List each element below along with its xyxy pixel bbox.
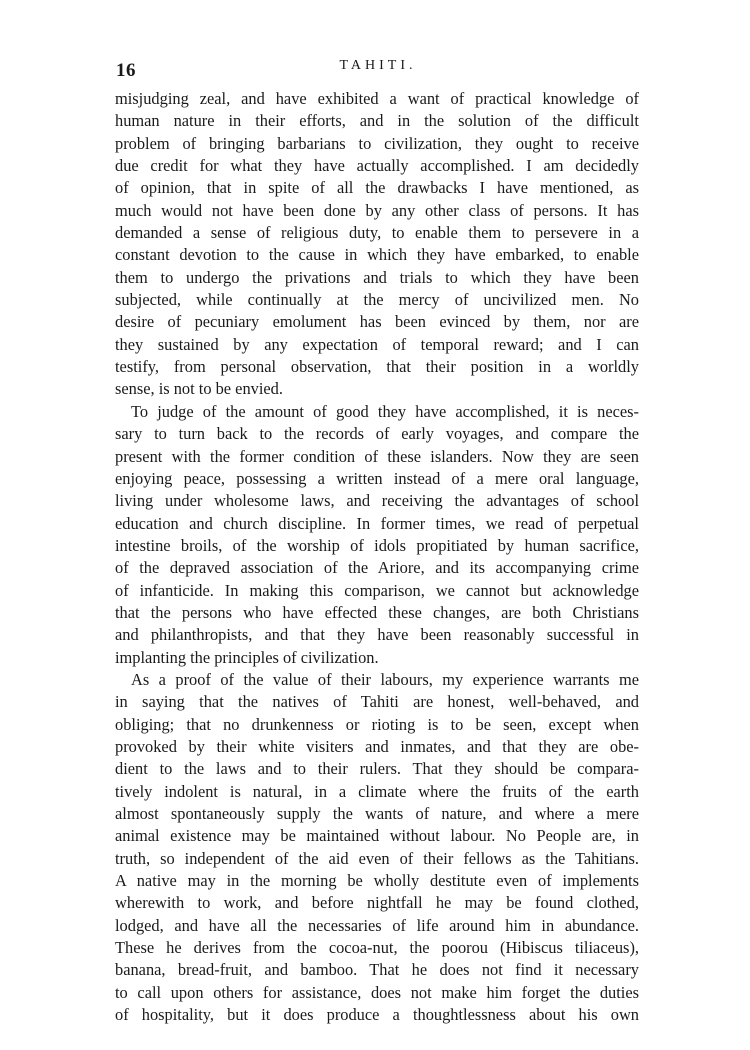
paragraph [115, 401, 639, 669]
text-line: constant devotion to the cause in which they have embarked, to enable [115, 245, 639, 265]
text-line: human nature in their efforts, and in the solution of the difficult [115, 111, 639, 131]
body-text [115, 88, 639, 1026]
text-line: sary to turn back to the records of early voyages, and compare the [115, 424, 639, 444]
text-line: These he derives from the cocoa-nut, the poorou (Hibiscus tiliaceus), [115, 938, 639, 958]
text-line: sense, is not to be envied. [115, 379, 283, 399]
text-line: of opinion, that in spite of all the drawbacks I have mentioned, as [115, 178, 639, 198]
text-line: in saying that the natives of Tahiti are honest, well-behaved, and [115, 692, 639, 712]
text-line: tively indolent is natural, in a climate where the fruits of the earth [115, 781, 639, 801]
text-line: A native may in the morning be wholly destitute even of implements [115, 871, 639, 891]
text-line: animal existence may be maintained without labour. No People are, in [115, 826, 639, 846]
paragraph [115, 88, 639, 401]
text-line: subjected, while continually at the mercy of uncivilized men. No [115, 290, 639, 310]
text-line: testify, from personal observation, that their position in a worldly [115, 357, 639, 377]
text-line: to call upon others for assistance, does not make him forget the duties [115, 982, 639, 1002]
text-line: wherewith to work, and before nightfall he may be found clothed, [115, 893, 639, 913]
text-line: banana, bread-fruit, and bamboo. That he does not find it necessary [115, 960, 639, 980]
text-line: lodged, and have all the necessaries of life around him in abundance. [115, 915, 639, 935]
text-line: of the depraved association of the Ariore, and its accompanying crime [115, 558, 639, 578]
text-line: implanting the principles of civilization. [115, 647, 379, 667]
text-line: enjoying peace, possessing a written instead of a mere oral language, [115, 468, 639, 488]
running-head: TAHITI. [339, 58, 417, 73]
text-line: of hospitality, but it does produce a thoughtlessness about his own [115, 1005, 639, 1025]
text-line: that the persons who have effected these changes, are both Christians [115, 602, 639, 622]
text-line: intestine broils, of the worship of idols propitiated by human sacrifice, [115, 535, 639, 555]
text-line: them to undergo the privations and trials to which they have been [115, 267, 639, 287]
text-line: present with the former condition of these islanders. Now they are seen [115, 446, 639, 466]
text-line: problem of bringing barbarians to civilization, they ought to receive [115, 133, 639, 153]
text-line: almost spontaneously supply the wants of nature, and where a mere [115, 804, 639, 823]
text-line: and philanthropists, and that they have been reasonably successful in [115, 625, 639, 645]
text-line: of infanticide. In making this comparison, we cannot but acknowledge [115, 580, 639, 600]
paragraph [115, 669, 639, 1027]
text-line: provoked by their white visiters and inmates, and that they are obe- [115, 736, 639, 756]
text-line: much would not have been done by any other class of persons. It has [115, 200, 639, 220]
text-line: obliging; that no drunkenness or rioting is to be seen, except when [115, 714, 639, 734]
text-line: they sustained by any expectation of temporal reward; and I can [115, 334, 639, 354]
text-line: living under wholesome laws, and receiving the advantages of school [115, 491, 639, 511]
text-line: due credit for what they have actually accomplished. I am decidedly [115, 156, 639, 176]
text-line: truth, so independent of the aid even of their fellows as the Tahitians. [115, 848, 639, 868]
text-line: demanded a sense of religious duty, to enable them to persevere in a [115, 223, 639, 243]
text-line: dient to the laws and to their rulers. That they should be compara- [115, 759, 639, 779]
page-number: 16 [116, 60, 136, 81]
text-line: education and church discipline. In former times, we read of perpetual [115, 513, 639, 533]
text-line: To judge of the amount of good they have accomplished, it is neces- [131, 401, 639, 421]
text-line: misjudging zeal, and have exhibited a want of practical knowledge of [115, 89, 639, 108]
text-line: As a proof of the value of their labours, my experience warrants me [131, 669, 639, 689]
text-line: desire of pecuniary emolument has been evinced by them, nor are [115, 312, 639, 332]
